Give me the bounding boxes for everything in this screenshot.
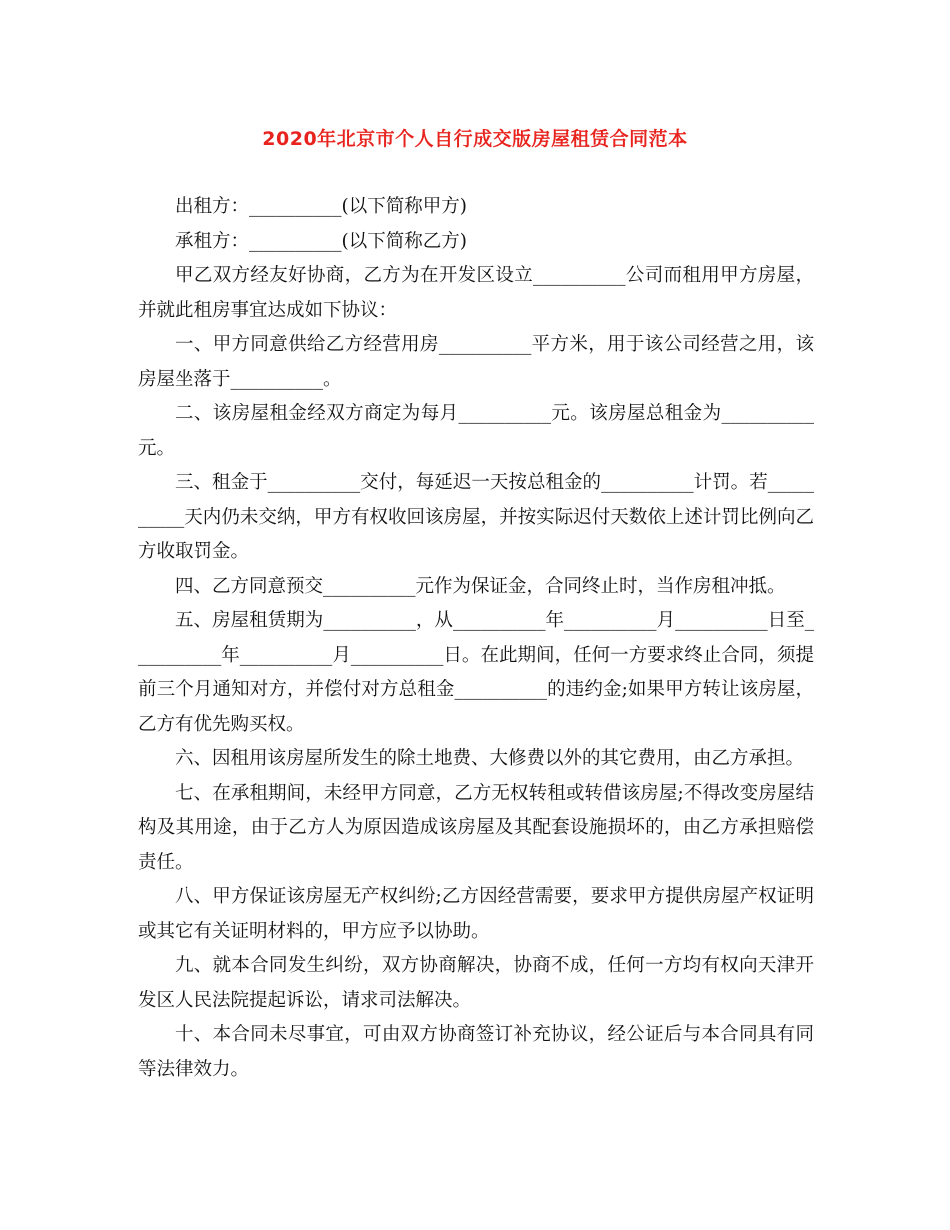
clause-7: 七、在承租期间，未经甲方同意，乙方无权转租或转借该房屋;不得改变房屋结构及其用途，由于乙方人为原因造成该房屋及其配套设施损坏的，由乙方承担赔偿责任。 bbox=[138, 782, 814, 873]
clause-1: 一、甲方同意供给乙方经营用房__________平方米，用于该公司经营之用，该房屋坐落于__________。 bbox=[138, 334, 814, 390]
clause-10: 十、本合同未尽事宜，可由双方协商签订补充协议，经公证后与本合同具有同等法律效力。 bbox=[138, 1024, 814, 1080]
document-body bbox=[138, 190, 814, 1087]
paragraph-lessor: 出租方：__________(以下简称甲方) bbox=[175, 196, 467, 217]
clause-8: 八、甲方保证该房屋无产权纠纷;乙方因经营需要，要求甲方提供房屋产权证明或其它有关证明材料的，甲方应予以协助。 bbox=[138, 886, 814, 942]
paragraph-lessee: 承租方：__________(以下简称乙方) bbox=[175, 230, 467, 252]
clause-4: 四、乙方同意预交__________元作为保证金，合同终止时，当作房租冲抵。 bbox=[175, 575, 786, 597]
paragraph-preamble: 甲乙双方经友好协商，乙方为在开发区设立__________公司而租用甲方房屋，并就此租房事宜达成如下协议： bbox=[138, 265, 814, 321]
document-title: 2020年北京市个人自行成交版房屋租赁合同范本 bbox=[262, 128, 688, 150]
clause-2: 二、该房屋租金经双方商定为每月__________元。该房屋总租金为__________元。 bbox=[138, 403, 814, 459]
clause-6: 六、因租用该房屋所发生的除土地费、大修费以外的其它费用，由乙方承担。 bbox=[175, 748, 805, 769]
clause-3: 三、租金于__________交付，每延迟一天按总租金的__________计罚。若__________天内仍未交纳，甲方有权收回该房屋，并按实际迟付天数依上述计罚比例向乙方收取罚金。 bbox=[138, 472, 814, 562]
clause-9: 九、就本合同发生纠纷，双方协商解决，协商不成，任何一方均有权向天津开发区人民法院提起诉讼，请求司法解决。 bbox=[138, 955, 814, 1011]
clause-5: 五、房屋租赁期为__________，从__________年__________月__________日至__________年__________月__________日。在此期间，任何一方要求终止合同，须提前三个月通知对方，并偿付对方总租金__________的违约金;如果甲方转让该房屋，乙方有优先购买权。 bbox=[138, 610, 814, 735]
